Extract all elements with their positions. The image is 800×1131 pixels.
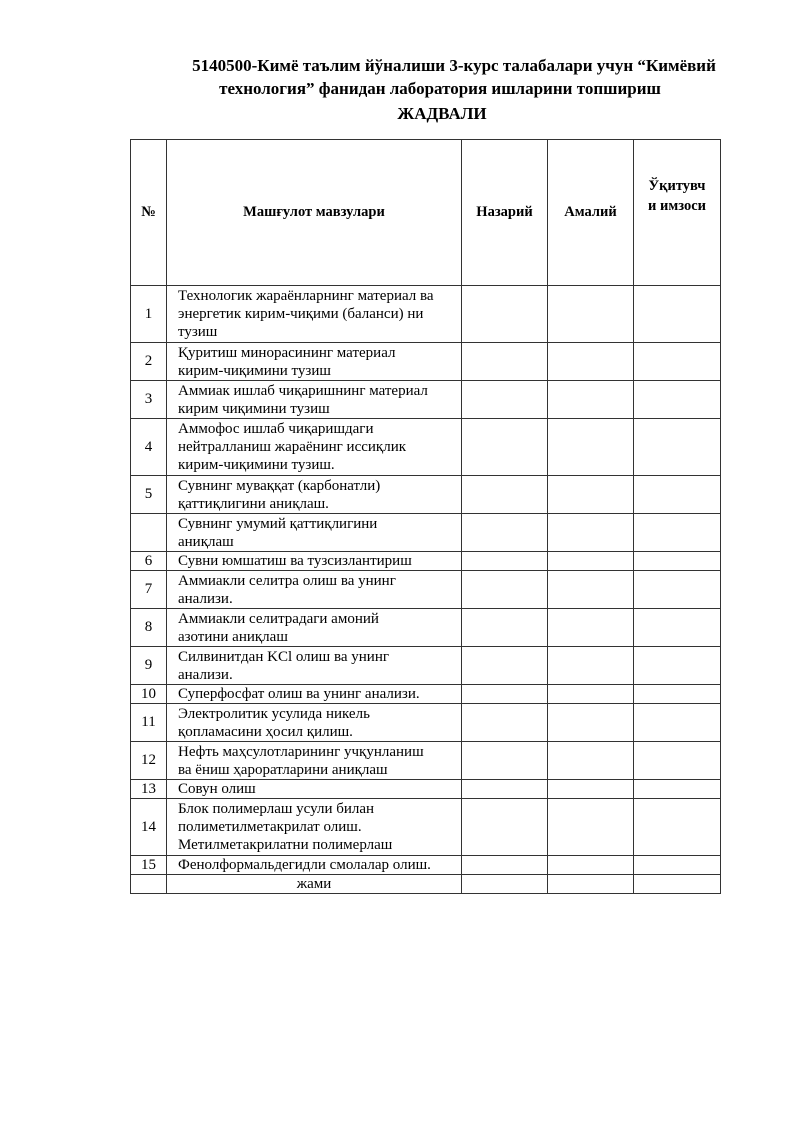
signature-cell: [634, 419, 721, 476]
signature-cell: [634, 514, 721, 552]
practice-cell: [548, 742, 634, 780]
row-number: 1: [131, 286, 167, 343]
row-number: 10: [131, 685, 167, 704]
table-header-row: [131, 140, 721, 286]
lab-schedule-table: [130, 139, 721, 894]
topic-line: аниқлаш: [178, 533, 234, 550]
table-row: [131, 419, 721, 476]
total-label: жами: [167, 875, 462, 894]
topic-line: қаттиқлигини аниқлаш.: [178, 495, 329, 512]
topic-line: кирим-чиқимини тузиш.: [178, 457, 335, 473]
row-topic: [167, 742, 462, 780]
row-number: 7: [131, 571, 167, 609]
practice-cell: [548, 799, 634, 856]
practice-cell: [548, 685, 634, 704]
topic-line: Нефть маҳсулотларининг учқунланиш: [178, 743, 424, 760]
row-number: 6: [131, 552, 167, 571]
header-number: №: [131, 140, 167, 286]
theory-cell: [462, 856, 548, 875]
topic-line: ва ёниш ҳароратларини аниқлаш: [178, 761, 388, 778]
topic-line: Аммиакли селитра олиш ва унинг: [178, 572, 396, 589]
topic-line: Аммиакли селитрадаги амоний: [178, 610, 379, 627]
row-topic: [167, 286, 462, 343]
practice-cell: [548, 514, 634, 552]
topic-line: Сувни юмшатиш ва тузсизлантириш: [178, 553, 412, 569]
row-number: 5: [131, 476, 167, 514]
table-row: [131, 552, 721, 571]
signature-cell: [634, 552, 721, 571]
practice-cell: [548, 609, 634, 647]
header-teacher-signature: Ўқитувч и имзоси: [634, 140, 721, 286]
table-row: [131, 476, 721, 514]
signature-cell: [634, 286, 721, 343]
table-row: [131, 343, 721, 381]
topic-line: тузиш: [178, 324, 218, 340]
row-topic: [167, 856, 462, 875]
theory-cell: [462, 647, 548, 685]
row-topic: [167, 609, 462, 647]
practice-cell: [548, 476, 634, 514]
topic-line: кирим-чиқимини тузиш: [178, 362, 331, 379]
row-number: 8: [131, 609, 167, 647]
table-row: [131, 856, 721, 875]
row-topic: [167, 476, 462, 514]
theory-cell: [462, 419, 548, 476]
signature-cell: [634, 647, 721, 685]
signature-cell: [634, 571, 721, 609]
theory-cell: [462, 780, 548, 799]
signature-cell: [634, 799, 721, 856]
topic-line: полиметилметакрилат олиш.: [178, 819, 362, 835]
table-row: [131, 780, 721, 799]
topic-line: Совун олиш: [178, 781, 256, 797]
table-row: [131, 514, 721, 552]
signature-cell: [634, 856, 721, 875]
signature-cell: [634, 704, 721, 742]
practice-cell: [548, 875, 634, 894]
row-topic: [167, 552, 462, 571]
topic-line: Технологик жараёнларнинг материал ва: [178, 288, 434, 304]
practice-cell: [548, 419, 634, 476]
practice-cell: [548, 704, 634, 742]
theory-cell: [462, 381, 548, 419]
signature-cell: [634, 609, 721, 647]
topic-line: анализи.: [178, 666, 233, 683]
signature-cell: [634, 685, 721, 704]
row-number: 12: [131, 742, 167, 780]
row-number: 9: [131, 647, 167, 685]
row-topic: [167, 799, 462, 856]
theory-cell: [462, 476, 548, 514]
theory-cell: [462, 875, 548, 894]
row-topic: [167, 685, 462, 704]
topic-line: Қуритиш минорасининг материал: [178, 344, 396, 361]
topic-line: Фенолформальдегидли смолалар олиш.: [178, 857, 431, 873]
topic-line: Аммофос ишлаб чиқаришдаги: [178, 421, 374, 437]
theory-cell: [462, 343, 548, 381]
row-number: 4: [131, 419, 167, 476]
topic-line: Силвинитдан KCl олиш ва унинг: [178, 648, 390, 665]
theory-cell: [462, 704, 548, 742]
title-line-3: ЖАДВАЛИ: [397, 104, 487, 123]
row-number: 3: [131, 381, 167, 419]
title-line-1: 5140500-Кимё таълим йўналиши 3-курс талабалари учун “Кимёвий: [192, 56, 716, 75]
signature-cell: [634, 476, 721, 514]
topic-line: Блок полимерлаш усули билан: [178, 801, 375, 817]
row-topic: [167, 704, 462, 742]
practice-cell: [548, 780, 634, 799]
header-topic: Машғулот мавзулари: [167, 140, 462, 286]
practice-cell: [548, 856, 634, 875]
theory-cell: [462, 799, 548, 856]
row-topic: [167, 514, 462, 552]
topic-line: нейтралланиш жараёнинг иссиқлик: [178, 439, 407, 455]
row-number: [131, 514, 167, 552]
row-topic: [167, 571, 462, 609]
practice-cell: [548, 571, 634, 609]
table-row: [131, 381, 721, 419]
row-topic: [167, 343, 462, 381]
theory-cell: [462, 685, 548, 704]
table-row: [131, 571, 721, 609]
topic-line: Сувнинг умумий қаттиқлигини: [178, 515, 378, 532]
topic-line: Суперфосфат олиш ва унинг анализи.: [178, 686, 420, 702]
row-topic: [167, 419, 462, 476]
row-number: 13: [131, 780, 167, 799]
row-topic: [167, 780, 462, 799]
signature-cell: [634, 343, 721, 381]
topic-line: азотини аниқлаш: [178, 628, 288, 645]
title-line-2: технология” фанидан лаборатория ишларини топшириш: [219, 79, 661, 98]
document-title: [130, 54, 750, 125]
practice-cell: [548, 647, 634, 685]
topic-line: кирим чиқимини тузиш: [178, 400, 330, 417]
table-row: [131, 742, 721, 780]
topic-line: Электролитик усулида никель: [178, 705, 370, 722]
table-row: [131, 647, 721, 685]
row-number: 2: [131, 343, 167, 381]
table-row: [131, 799, 721, 856]
table-row: [131, 685, 721, 704]
total-row: [131, 875, 721, 894]
row-topic: [167, 381, 462, 419]
topic-line: Аммиак ишлаб чиқаришнинг материал: [178, 382, 428, 399]
topic-line: энергетик кирим-чиқими (баланси) ни: [178, 306, 424, 322]
practice-cell: [548, 343, 634, 381]
theory-cell: [462, 552, 548, 571]
header-theory: Назарий: [462, 140, 548, 286]
row-number: 15: [131, 856, 167, 875]
row-number: 14: [131, 799, 167, 856]
signature-cell: [634, 780, 721, 799]
row-topic: [167, 647, 462, 685]
topic-line: Сувнинг муваққат (карбонатли): [178, 477, 381, 494]
table-row: [131, 609, 721, 647]
table-row: [131, 704, 721, 742]
signature-cell: [634, 381, 721, 419]
topic-line: анализи.: [178, 590, 233, 607]
total-number-cell: [131, 875, 167, 894]
theory-cell: [462, 286, 548, 343]
signature-cell: [634, 742, 721, 780]
theory-cell: [462, 742, 548, 780]
topic-line: Метилметакрилатни полимерлаш: [178, 837, 393, 853]
theory-cell: [462, 609, 548, 647]
row-number: 11: [131, 704, 167, 742]
table-row: [131, 286, 721, 343]
topic-line: қопламасини ҳосил қилиш.: [178, 723, 353, 740]
theory-cell: [462, 514, 548, 552]
practice-cell: [548, 381, 634, 419]
practice-cell: [548, 552, 634, 571]
theory-cell: [462, 571, 548, 609]
header-practice: Амалий: [548, 140, 634, 286]
practice-cell: [548, 286, 634, 343]
signature-cell: [634, 875, 721, 894]
